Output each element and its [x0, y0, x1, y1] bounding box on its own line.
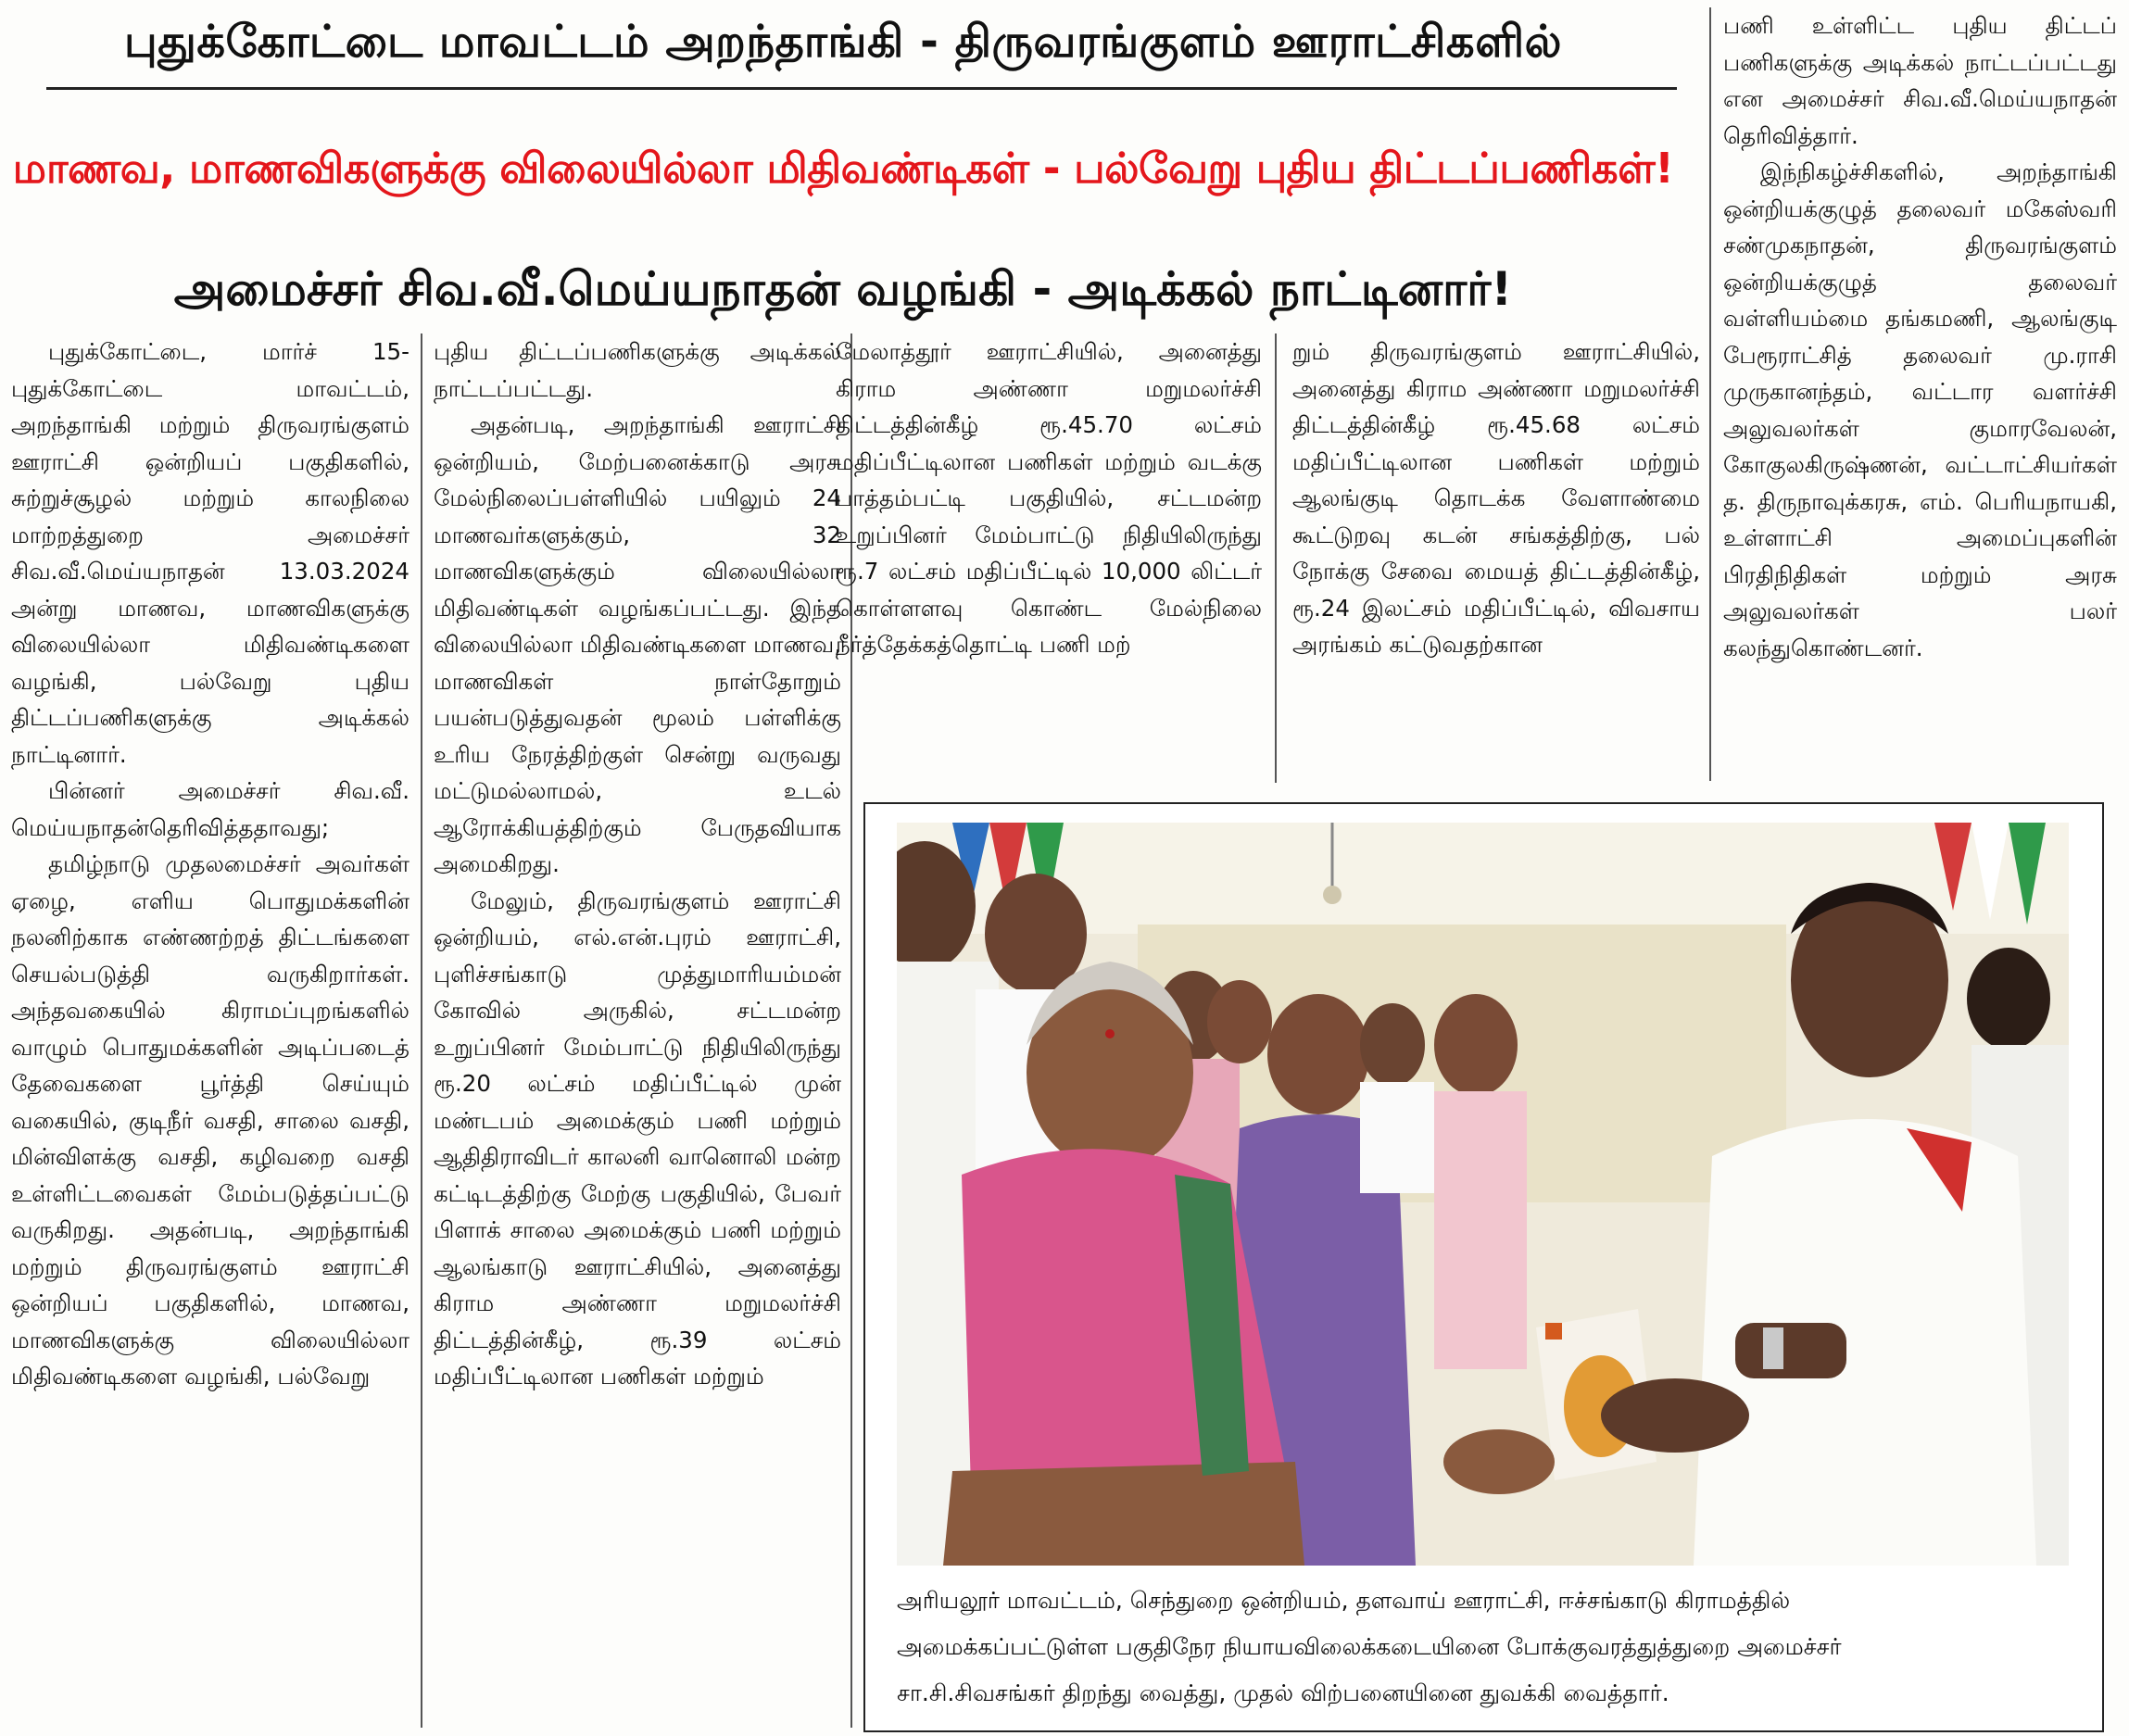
- article-column-2: [434, 333, 841, 1732]
- column-2-paragraph-1: புதிய திட்டப்பணிகளுக்கு அடிக்கல் நாட்டப்பட்டது.: [434, 338, 841, 402]
- caption-line-1: அரியலூர் மாவட்டம், செந்துறை ஒன்றியம், தளவாய் ஊராட்சி, ஈச்சங்காடு கிராமத்தில்: [897, 1587, 1791, 1614]
- column-1-paragraph-1: புதுக்கோட்டை, மார்ச் 15- புதுக்கோட்டை மாவட்டம், அறந்தாங்கி மற்றும் திருவரங்குளம் ஊராட்சி ஒன்றியப் பகுதிகளில், சுற்றுச்சூழல் மற்றும் காலநிலை மாற்றத்துறை அமைச்சர் சிவ.வீ.மெய்யநாதன் 13.03.2024 அன்று மாணவ, மாணவிகளுக்கு விலையில்லா மிதிவண்டிகளை வழங்கி, பல்வேறு புதிய திட்டப்பணிகளுக்கு அடிக்கல் நாட்டினார்.: [11, 338, 409, 768]
- column-divider: [1275, 333, 1277, 783]
- column-divider: [1709, 7, 1711, 781]
- caption-line-2: அமைக்கப்பட்டுள்ள பகுதிநேர நியாயவிலைக்கடையினை போக்குவரத்துத்துறை அமைச்சர்: [897, 1633, 1842, 1660]
- article-column-5: [1723, 7, 2117, 767]
- photo-caption: [897, 1578, 2069, 1726]
- photo-illustration: [897, 823, 2069, 1566]
- column-3-paragraph-1: மேலாத்தூர் ஊராட்சியில், அனைத்து கிராம அண்ணா மறுமலர்ச்சி திட்டத்தின்கீழ் ரூ.45.70 லட்சம் மதிப்பீட்டிலான பணிகள் மற்றும் வடக்கு பாத்தம்பட்டி பகுதியில், சட்டமன்ற உறுப்பினர் மேம்பாட்டு நிதியிலிருந்து ரூ.7 லட்சம் மதிப்பீட்டில் 10,000 லிட்டர் கொள்ளளவு கொண்ட மேல்நிலை நீர்த்தேக்கத்தொட்டி பணி மற்: [836, 338, 1262, 658]
- kicker-heading: புதுக்கோட்டை மாவட்டம் அறந்தாங்கி - திருவரங்குளம் ஊராட்சிகளில்: [123, 16, 1563, 68]
- article-column-3: [836, 333, 1262, 778]
- caption-line-3: சா.சி.சிவசங்கர் திறந்து வைத்து, முதல் விற்பனையினை துவக்கி வைத்தார்.: [897, 1679, 1669, 1706]
- column-5-paragraph-2: இந்நிகழ்ச்சிகளில், அறந்தாங்கி ஒன்றியக்குழுத் தலைவர் மகேஸ்வரி சண்முகநாதன், திருவரங்குளம் ஒன்றியக்குழுத் தலைவர் வள்ளியம்மை தங்கமணி, ஆலங்குடி பேரூராட்சித் தலைவர் மு.ராசி முருகானந்தம், வட்டார வளர்ச்சி அலுவலர்கள் குமாரவேலன், கோகுலகிருஷ்ணன், வட்டாட்சியர்கள் த. திருநாவுக்கரசு, எம். பெரியநாயகி, உள்ளாட்சி அமைப்புகளின் பிரதிநிதிகள் மற்றும் அரசு அலுவலர்கள் பலர் கலந்துகொண்டனர்.: [1723, 158, 2117, 661]
- article-column-1: [11, 333, 409, 1732]
- column-5-paragraph-1: பணி உள்ளிட்ட புதிய திட்டப் பணிகளுக்கு அடிக்கல் நாட்டப்பட்டது என அமைச்சர் சிவ.வீ.மெய்யநாதன் தெரிவித்தார்.: [1723, 12, 2117, 149]
- column-divider: [421, 333, 422, 1728]
- photo-frame: [863, 802, 2104, 1732]
- news-photo: [897, 823, 2069, 1566]
- kicker-divider: [46, 87, 1677, 90]
- column-1-paragraph-2: பின்னர் அமைச்சர் சிவ.வீ. மெய்யநாதன்தெரிவித்ததாவது;: [11, 777, 409, 841]
- article-column-4: [1292, 333, 1700, 778]
- column-2-paragraph-3: மேலும், திருவரங்குளம் ஊராட்சி ஒன்றியம், எல்.என்.புரம் ஊராட்சி, புளிச்சங்காடு முத்துமாரியம்மன் கோவில் அருகில், சட்டமன்ற உறுப்பினர் மேம்பாட்டு நிதியிலிருந்து ரூ.20 லட்சம் மதிப்பீட்டில் முன் மண்டபம் அமைக்கும் பணி மற்றும் ஆதிதிராவிடர் காலனி வானொலி மன்ற கட்டிடத்திற்கு மேற்கு பகுதியில், பேவர் பிளாக் சாலை அமைக்கும் பணி மற்றும் ஆலங்காடு ஊராட்சியில், அனைத்து கிராம அண்ணா மறுமலர்ச்சி திட்டத்தின்கீழ், ரூ.39 லட்சம் மதிப்பீட்டிலான பணிகள் மற்றும்: [434, 887, 841, 1390]
- main-headline: மாணவ, மாணவிகளுக்கு விலையில்லா மிதிவண்டிகள் - பல்வேறு புதிய திட்டப்பணிகள்!: [12, 144, 1674, 193]
- column-4-paragraph-1: றும் திருவரங்குளம் ஊராட்சியில், அனைத்து கிராம அண்ணா மறுமலர்ச்சி திட்டத்தின்கீழ் ரூ.45.68 லட்சம் மதிப்பீட்டிலான பணிகள் மற்றும் ஆலங்குடி தொடக்க வேளாண்மை கூட்டுறவு கடன் சங்கத்திற்கு, பல் நோக்கு சேவை மையத் திட்டத்தின்கீழ், ரூ.24 இலட்சம் மதிப்பீட்டில், விவசாய அரங்கம் கட்டுவதற்கான: [1292, 338, 1700, 658]
- column-1-paragraph-3: தமிழ்நாடு முதலமைச்சர் அவர்கள் ஏழை, எளிய பொதுமக்களின் நலனிற்காக எண்ணற்றத் திட்டங்களை செயல்படுத்தி வருகிறார்கள். அந்தவகையில் கிராமப்புறங்களில் வாழும் பொதுமக்களின் அடிப்படைத் தேவைகளை பூர்த்தி செய்யும் வகையில், குடிநீர் வசதி, சாலை வசதி, மின்விளக்கு வசதி, கழிவறை வசதி உள்ளிட்டவைகள் மேம்படுத்தப்பட்டு வருகிறது. அதன்படி, அறந்தாங்கி மற்றும் திருவரங்குளம் ஊராட்சி ஒன்றியப் பகுதிகளில், மாணவ, மாணவிகளுக்கு விலையில்லா மிதிவண்டிகளை வழங்கி, பல்வேறு: [11, 850, 409, 1390]
- sub-headline: அமைச்சர் சிவ.வீ.மெய்யநாதன் வழங்கி - அடிக்கல் நாட்டினார்!: [173, 262, 1513, 316]
- column-2-paragraph-2: அதன்படி, அறந்தாங்கி ஊராட்சி ஒன்றியம், மேற்பனைக்காடு அரசு மேல்நிலைப்பள்ளியில் பயிலும் 24 மாணவர்களுக்கும், 32 மாணவிகளுக்கும் விலையில்லா மிதிவண்டிகள் வழங்கப்பட்டது. இந்த விலையில்லா மிதிவண்டிகளை மாணவ, மாணவிகள் நாள்தோறும் பயன்படுத்துவதன் மூலம் பள்ளிக்கு உரிய நேரத்திற்குள் சென்று வருவது மட்டுமல்லாமல், உடல் ஆரோக்கியத்திற்கும் பேருதவியாக அமைகிறது.: [434, 411, 841, 877]
